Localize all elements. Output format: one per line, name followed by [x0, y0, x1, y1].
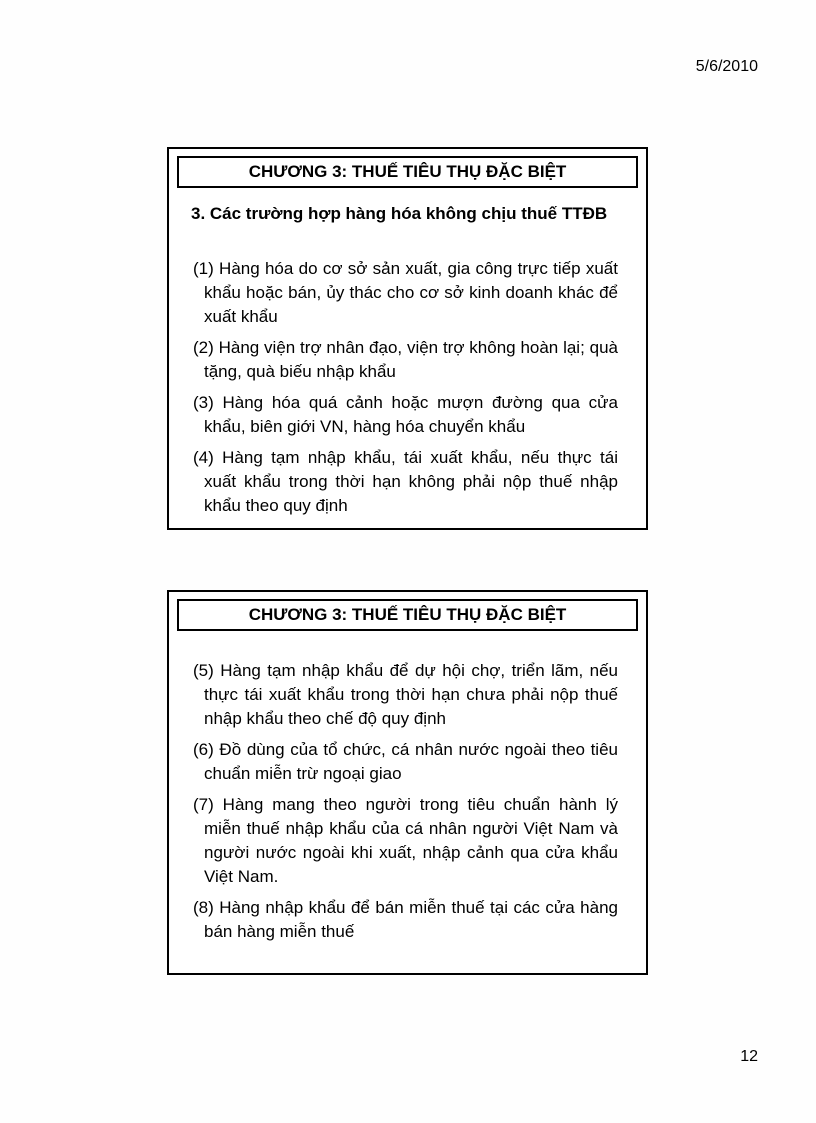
list-item: (8) Hàng nhập khẩu để bán miễn thuế tại các cửa hàng bán hàng miễn thuế	[193, 898, 618, 941]
slide-1	[167, 147, 648, 530]
list-item: (3) Hàng hóa quá cảnh hoặc mượn đường qua cửa khẩu, biên giới VN, hàng hóa chuyển khẩu	[193, 393, 618, 436]
list-item: (1) Hàng hóa do cơ sở sản xuất, gia công trực tiếp xuất khẩu hoặc bán, ủy thác cho cơ sở kinh doanh khác để xuất khẩu	[193, 259, 618, 326]
print-date: 5/6/2010	[695, 58, 758, 75]
list-item: (4) Hàng tạm nhập khẩu, tái xuất khẩu, nếu thực tái xuất khẩu trong thời hạn không phải nộp thuế nhập khẩu theo quy định	[193, 448, 618, 515]
slide-title: CHƯƠNG 3: THUẾ TIÊU THỤ ĐẶC BIỆT	[177, 156, 638, 188]
slide-2	[167, 590, 648, 975]
list-item: (7) Hàng mang theo người trong tiêu chuẩn hành lý miễn thuế nhập khẩu của cá nhân người Việt Nam và người nước ngoài khi xuất, nhập cảnh qua cửa khẩu Việt Nam.	[193, 795, 618, 886]
exemption-list	[193, 257, 618, 525]
section-heading: 3. Các trường hợp hàng hóa không chịu thuế TTĐB	[191, 204, 608, 223]
exemption-list	[193, 659, 618, 951]
slide-title: CHƯƠNG 3: THUẾ TIÊU THỤ ĐẶC BIỆT	[177, 599, 638, 631]
list-item: (5) Hàng tạm nhập khẩu để dự hội chợ, triển lãm, nếu thực tái xuất khẩu trong thời hạn chưa phải nộp thuế nhập khẩu theo chế độ quy định	[193, 661, 618, 728]
list-item: (2) Hàng viện trợ nhân đạo, viện trợ không hoàn lại; quà tặng, quà biếu nhập khẩu	[193, 338, 618, 381]
list-item: (6) Đồ dùng của tổ chức, cá nhân nước ngoài theo tiêu chuẩn miễn trừ ngoại giao	[193, 740, 618, 783]
page-number: 12	[740, 1048, 758, 1065]
